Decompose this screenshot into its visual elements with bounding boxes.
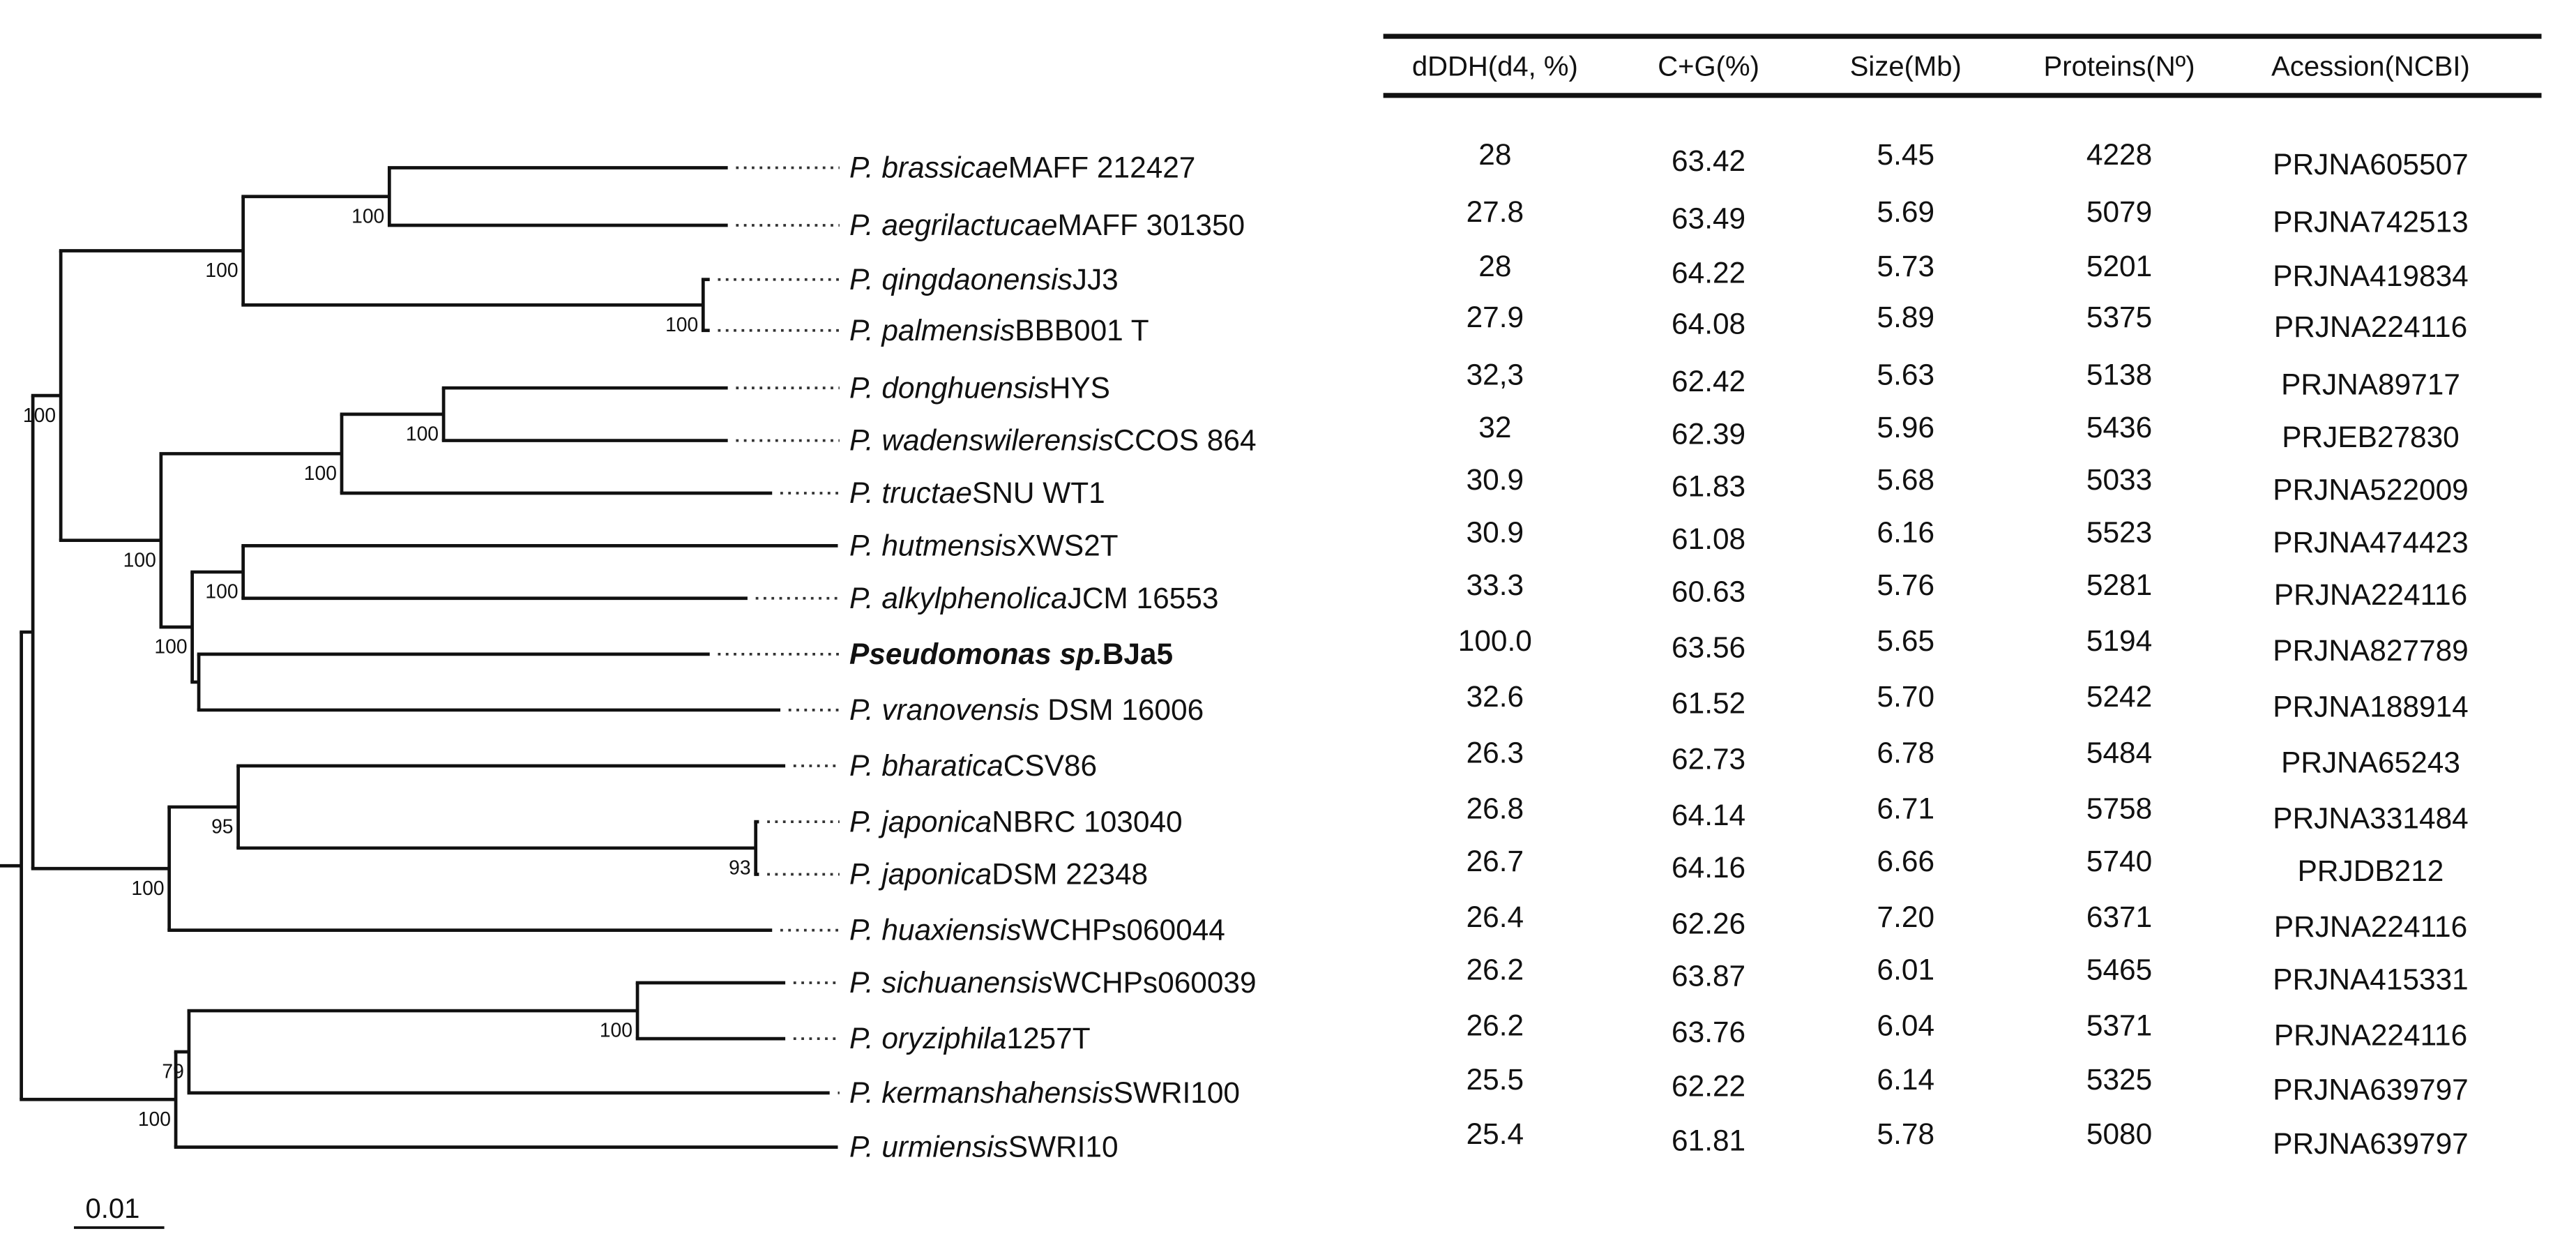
table-cell: PRJNA224116: [2273, 1018, 2468, 1052]
table-cell: 61.52: [1672, 686, 1746, 720]
taxon-label-text: [849, 582, 1218, 615]
table-cell: 62.39: [1672, 417, 1746, 451]
column-header: dDDH(d4, %): [1411, 51, 1578, 82]
table-cell: 26.2: [1466, 1009, 1524, 1042]
taxon-label: [849, 529, 1119, 561]
bootstrap-value: 100: [154, 635, 188, 658]
table-cell: 5.73: [1877, 249, 1935, 282]
table-cell: 63.49: [1672, 202, 1746, 235]
taxon-label-text: [849, 805, 1183, 838]
bootstrap-value: 100: [137, 1107, 172, 1130]
bootstrap-value: 79: [162, 1060, 184, 1083]
taxon-label: [849, 749, 1097, 782]
table-cell: PRJNA639797: [2273, 1073, 2469, 1106]
bootstrap-value: 100: [665, 312, 699, 336]
strain-name: BJa5: [1102, 637, 1174, 670]
table-row: [1467, 680, 2469, 723]
taxon-label: [849, 914, 1225, 947]
table-cell: PRJNA742513: [2273, 205, 2469, 239]
taxon-label-text: [849, 209, 1245, 241]
strain-name: MAFF 301350: [1057, 209, 1245, 242]
table-cell: 25.5: [1466, 1063, 1524, 1096]
species-name: P. bharatica: [849, 749, 1003, 783]
table-cell: 27.9: [1466, 301, 1524, 334]
species-name: P. urmiensis: [849, 1130, 1008, 1163]
table-cell: 5.76: [1877, 568, 1935, 602]
bootstrap-value: 100: [205, 259, 238, 282]
table-cell: PRJDB212: [2297, 854, 2444, 887]
table-row: [1458, 624, 2469, 667]
table-cell: 5.69: [1877, 195, 1935, 229]
strain-name: WCHPs060044: [1021, 913, 1225, 947]
species-name: P. japonica: [849, 805, 992, 838]
table-cell: PRJNA331484: [2273, 801, 2469, 835]
taxon-labels: [849, 151, 1257, 1163]
species-name: P. brassicae: [849, 151, 1008, 184]
table-cell: 5.45: [1877, 137, 1935, 171]
table-cell: PRJNA224116: [2273, 578, 2468, 612]
table-cell: PRJNA474423: [2273, 525, 2469, 559]
taxon-label-text: [849, 529, 1119, 561]
table-cell: 26.3: [1466, 736, 1524, 769]
table-cell: PRJNA605507: [2273, 147, 2469, 181]
taxon-label: [849, 693, 1204, 726]
table-cell: 5465: [2086, 953, 2153, 986]
table-cell: 64.08: [1672, 307, 1746, 340]
table-cell: 61.08: [1672, 522, 1746, 556]
table-cell: 27.8: [1466, 195, 1524, 229]
species-name: P. tructae: [849, 476, 972, 510]
table-cell: 5.78: [1877, 1117, 1935, 1150]
bootstrap-value: 100: [123, 548, 156, 571]
table-row: [1467, 845, 2444, 887]
table-cell: 6.14: [1877, 1063, 1935, 1096]
bootstrap-value: 100: [599, 1018, 633, 1041]
table-cell: 25.4: [1466, 1117, 1524, 1150]
taxon-label-text: [849, 749, 1097, 782]
table-cell: PRJNA419834: [2273, 259, 2469, 293]
taxon-label: [849, 582, 1218, 615]
table-cell: 6371: [2086, 900, 2153, 933]
table-cell: 32,3: [1466, 358, 1524, 391]
table-row: [1467, 736, 2460, 778]
table-cell: 5194: [2086, 624, 2153, 658]
taxon-label: [849, 314, 1149, 347]
table-cell: 100.0: [1457, 624, 1532, 658]
strain-name: BBB001 T: [1015, 313, 1149, 347]
taxon-label: [849, 1022, 1091, 1055]
table-cell: 5.70: [1877, 680, 1935, 714]
tree-branches: [0, 168, 840, 1147]
table-cell: 6.78: [1877, 736, 1935, 769]
strain-name: WCHPs060039: [1052, 966, 1257, 1000]
taxon-label: [849, 858, 1148, 891]
bootstrap-values: [23, 204, 751, 1130]
strain-name: HYS: [1049, 371, 1110, 405]
table-cell: 60.63: [1672, 575, 1746, 608]
table-cell: 62.22: [1672, 1069, 1746, 1103]
table-cell: 64.22: [1672, 256, 1746, 289]
table-row: [1467, 463, 2469, 506]
strain-name: XWS2T: [1016, 529, 1119, 562]
bootstrap-value: 100: [22, 403, 56, 426]
column-header: Size(Mb): [1849, 51, 1962, 82]
species-name: P. alkylphenolica: [849, 581, 1068, 615]
taxon-label: [849, 209, 1245, 241]
strain-name: DSM 22348: [992, 857, 1149, 891]
taxon-label: [849, 263, 1119, 296]
table-row: [1467, 1117, 2469, 1160]
strain-name: SWRI100: [1113, 1076, 1240, 1109]
species-name: P. palmensis: [849, 313, 1015, 347]
table-cell: 26.8: [1466, 792, 1524, 825]
table-cell: 63.42: [1672, 144, 1746, 178]
table-cell: 5242: [2086, 680, 2153, 714]
table-cell: 28: [1478, 249, 1512, 282]
taxon-label: [849, 966, 1257, 999]
scale-bar: [74, 1193, 165, 1228]
table-cell: 5.63: [1877, 358, 1935, 391]
genome-stats-table: [1384, 36, 2542, 1160]
bootstrap-value: 95: [211, 815, 234, 838]
table-cell: 32: [1478, 410, 1512, 444]
table-cell: 5201: [2086, 249, 2153, 282]
table-cell: 5371: [2086, 1009, 2153, 1042]
taxon-label-text: [849, 858, 1148, 891]
bootstrap-value: 100: [131, 876, 165, 899]
table-cell: 6.66: [1877, 844, 1935, 877]
strain-name: JJ3: [1072, 262, 1119, 296]
table-row: [1478, 138, 2468, 181]
table-cell: 30.9: [1466, 463, 1524, 497]
table-cell: 5079: [2086, 195, 2153, 229]
table-cell: 26.2: [1466, 953, 1524, 986]
table-cell: 5758: [2086, 792, 2153, 825]
strain-name: NBRC 103040: [992, 805, 1183, 838]
table-cell: 5033: [2086, 463, 2153, 497]
table-cell: PRJNA415331: [2273, 963, 2469, 996]
strain-name: JCM 16553: [1067, 581, 1219, 615]
species-name: P. aegrilactucae: [849, 209, 1058, 242]
table-row: [1467, 900, 2468, 943]
bootstrap-value: 100: [351, 204, 385, 227]
taxon-label-text: [849, 424, 1257, 457]
table-cell: 5740: [2086, 844, 2153, 877]
table-cell: PRJNA224116: [2273, 310, 2468, 344]
species-name: P. oryziphila: [849, 1022, 1007, 1055]
species-name: P. hutmensis: [849, 529, 1017, 562]
table-cell: PRJNA827789: [2273, 634, 2469, 668]
species-name: P. huaxiensis: [849, 913, 1022, 947]
taxon-label: [849, 151, 1195, 184]
taxon-label-text: [849, 314, 1149, 347]
table-row: [1478, 411, 2460, 453]
strain-name: MAFF 212427: [1008, 151, 1196, 184]
table-cell: 33.3: [1466, 568, 1524, 602]
table-cell: 5.89: [1877, 301, 1935, 334]
table-cell: 5523: [2086, 515, 2153, 549]
table-cell: 26.7: [1466, 844, 1524, 877]
table-cell: 5436: [2086, 410, 2153, 444]
table-cell: 61.81: [1672, 1124, 1746, 1157]
species-name: P. vranovensis: [849, 693, 1040, 727]
table-cell: 63.87: [1672, 959, 1746, 993]
table-cell: 62.73: [1672, 742, 1746, 776]
table-cell: 26.4: [1466, 900, 1524, 933]
table-cell: 62.42: [1672, 364, 1746, 398]
table-cell: 7.20: [1877, 900, 1935, 933]
taxon-label: [849, 638, 1173, 670]
taxon-label-text: [849, 151, 1195, 184]
table-cell: 61.83: [1672, 469, 1746, 503]
taxon-label-text: [849, 693, 1204, 726]
taxon-label-text: [849, 638, 1173, 670]
table-row: [1467, 953, 2469, 995]
taxon-label-text: [849, 1022, 1091, 1055]
species-name: P. wadenswilerensis: [849, 423, 1114, 457]
table-cell: 6.16: [1877, 515, 1935, 549]
table-cell: 64.14: [1672, 798, 1746, 831]
bootstrap-value: 100: [405, 422, 439, 445]
species-name: P. kermanshahensis: [849, 1076, 1114, 1109]
species-name: Pseudomonas sp.: [849, 637, 1103, 670]
table-cell: 62.26: [1672, 907, 1746, 940]
taxon-label: [849, 805, 1183, 838]
table-cell: PRJNA224116: [2273, 910, 2468, 944]
table-body: [1458, 138, 2469, 1160]
table-cell: 4228: [2086, 137, 2153, 171]
bootstrap-value: 100: [303, 462, 337, 485]
table-cell: PRJNA89717: [2281, 368, 2460, 401]
table-row: [1467, 195, 2469, 238]
table-row: [1467, 792, 2469, 834]
taxon-label-text: [849, 1076, 1240, 1109]
taxon-label: [849, 1131, 1119, 1163]
strain-name: CSV86: [1003, 749, 1098, 783]
taxon-label-text: [849, 476, 1105, 509]
taxon-label: [849, 1076, 1240, 1109]
table-cell: PRJEB27830: [2282, 420, 2460, 453]
table-row: [1467, 301, 2468, 343]
table-cell: 64.16: [1672, 851, 1746, 884]
column-header: C+G(%): [1658, 51, 1759, 82]
table-row: [1467, 516, 2469, 559]
strain-name: DSM 16006: [1039, 693, 1204, 727]
table-cell: 6.71: [1877, 792, 1935, 825]
taxon-label-text: [849, 263, 1119, 296]
table-cell: 5.65: [1877, 624, 1935, 658]
strain-name: SWRI10: [1008, 1130, 1119, 1163]
table-row: [1467, 358, 2460, 400]
taxon-label: [849, 476, 1105, 509]
table-row: [1467, 1009, 2468, 1051]
species-name: P. donghuensis: [849, 371, 1050, 405]
bootstrap-value: 93: [729, 856, 751, 879]
table-cell: PRJNA188914: [2273, 690, 2469, 723]
column-header: Acession(NCBI): [2271, 51, 2470, 82]
taxon-label: [849, 371, 1110, 404]
table-cell: 5.96: [1877, 410, 1935, 444]
table-cell: PRJNA639797: [2273, 1127, 2469, 1161]
strain-name: 1257T: [1006, 1022, 1091, 1055]
table-cell: 5138: [2086, 358, 2153, 391]
species-name: P. japonica: [849, 857, 992, 891]
strain-name: CCOS 864: [1113, 423, 1257, 457]
table-cell: 5.68: [1877, 463, 1935, 497]
table-cell: 5325: [2086, 1063, 2153, 1096]
table-cell: 5484: [2086, 736, 2153, 769]
table-cell: 6.01: [1877, 953, 1935, 986]
table-row: [1478, 250, 2468, 292]
strain-name: SNU WT1: [971, 476, 1105, 510]
species-name: P. qingdaonensis: [849, 262, 1073, 296]
table-header: [1412, 52, 2470, 82]
taxon-label-text: [849, 371, 1110, 404]
table-cell: 30.9: [1466, 515, 1524, 549]
table-cell: 63.76: [1672, 1015, 1746, 1048]
table-cell: 5080: [2086, 1117, 2153, 1150]
table-cell: 6.04: [1877, 1009, 1935, 1042]
taxon-label-text: [849, 966, 1257, 999]
table-row: [1467, 1063, 2469, 1106]
column-header: Proteins(Nº): [2043, 51, 2195, 82]
table-cell: 63.56: [1672, 631, 1746, 664]
taxon-label-text: [849, 1131, 1119, 1163]
table-cell: PRJNA522009: [2273, 473, 2469, 506]
scale-bar-label: 0.01: [85, 1193, 140, 1224]
species-name: P. sichuanensis: [849, 966, 1053, 1000]
table-row: [1467, 568, 2468, 611]
taxon-label-text: [849, 914, 1225, 947]
table-cell: 28: [1478, 137, 1512, 171]
bootstrap-value: 100: [205, 580, 238, 603]
table-cell: 5375: [2086, 301, 2153, 334]
table-cell: 32.6: [1466, 680, 1524, 714]
table-cell: PRJNA65243: [2281, 746, 2460, 779]
table-cell: 5281: [2086, 568, 2153, 602]
taxon-label: [849, 424, 1257, 457]
